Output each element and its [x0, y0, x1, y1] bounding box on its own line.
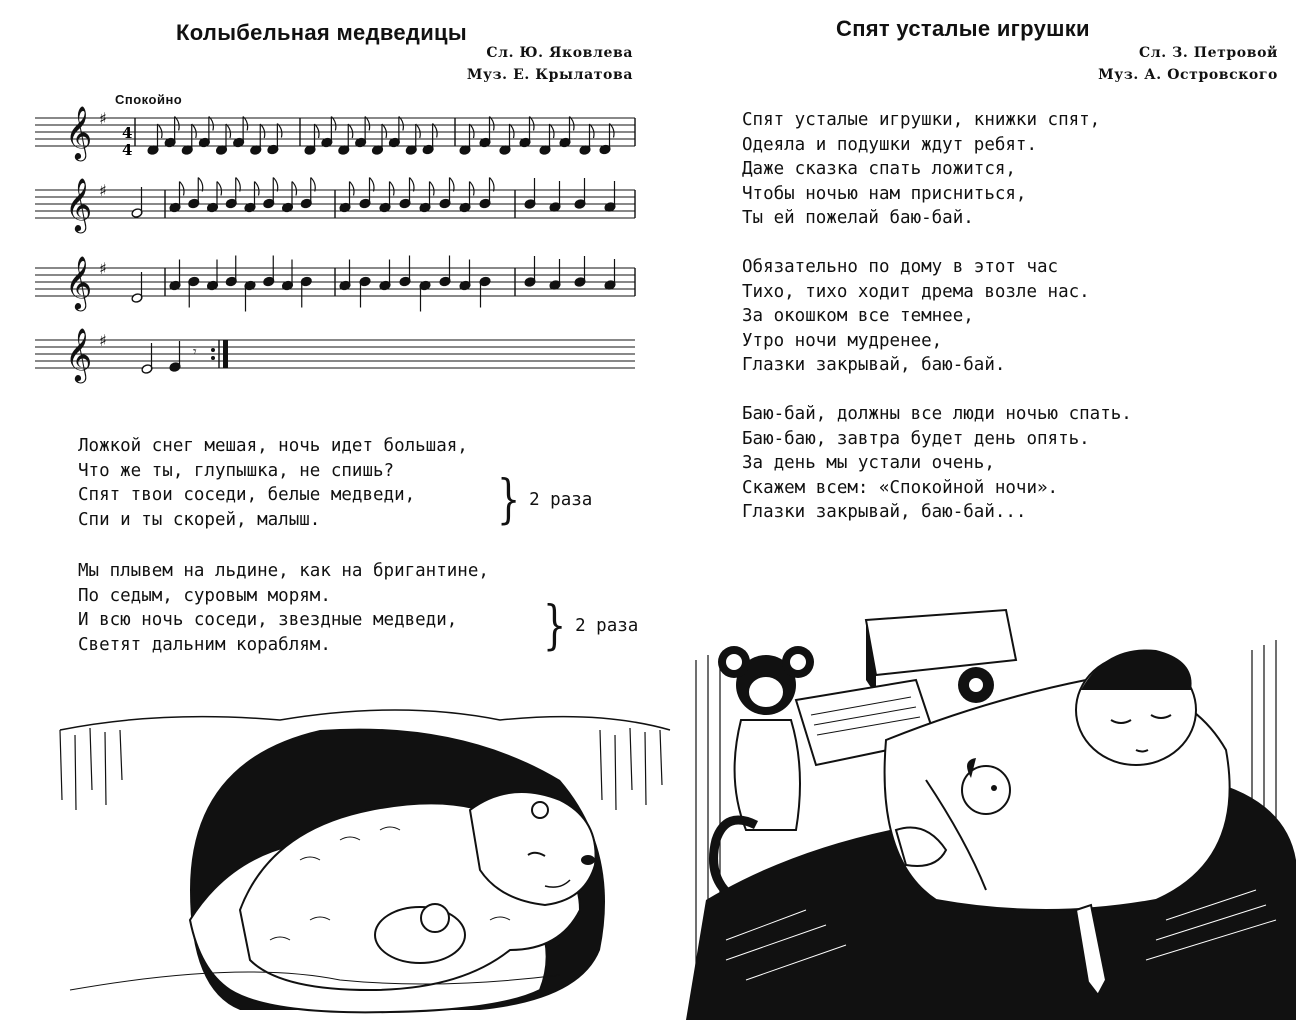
- lyric-line: Мы плывем на льдине, как на бригантине,: [78, 561, 489, 581]
- note-flag: [410, 178, 415, 192]
- note-flag: [292, 182, 297, 196]
- time-signature-bottom: 4: [122, 141, 133, 159]
- note-flag: [311, 178, 316, 192]
- lyric-line: Ты ей пожелай баю-бай.: [742, 208, 974, 228]
- left-song-lyrics-2: [78, 559, 489, 657]
- left-song-credits: [467, 42, 633, 86]
- note-flag: [226, 124, 231, 138]
- treble-clef-icon: 𝄞: [65, 255, 93, 309]
- sharp-icon: ♯: [99, 331, 107, 350]
- time-signature-top: 4: [122, 124, 133, 142]
- note-flag: [348, 124, 353, 138]
- note-flag: [610, 124, 615, 138]
- note-flag: [370, 178, 375, 192]
- sharp-icon: ♯: [99, 259, 107, 278]
- note-flag: [570, 117, 575, 131]
- note-flag: [450, 178, 455, 192]
- repeat-marker-2: [538, 596, 639, 656]
- final-bar-line: [223, 340, 228, 368]
- lyric-line: Ложкой снег мешая, ночь идет большая,: [78, 436, 468, 456]
- note-flag: [255, 182, 260, 196]
- note-flag: [470, 182, 475, 196]
- note-flag: [260, 124, 265, 138]
- repeat-dot: [211, 348, 215, 352]
- lyric-line: За окошком все темнее,: [742, 306, 974, 326]
- lyric-line: Глазки закрывай, баю-бай...: [742, 502, 1027, 522]
- sharp-icon: ♯: [99, 109, 107, 128]
- right-stanza-2: [742, 255, 1132, 378]
- note-flag: [236, 178, 241, 192]
- note-flag: [550, 124, 555, 138]
- repeat-label: 2 раза: [529, 490, 593, 510]
- note-flag: [315, 124, 320, 138]
- lyric-line: Тихо, тихо ходит дрема возле нас.: [742, 281, 1090, 302]
- sheet-music: [35, 100, 635, 420]
- illustration-sleeping-child: [686, 600, 1296, 1020]
- lyric-line: Скажем всем: «Спокойной ночи».: [742, 477, 1059, 498]
- sharp-icon: ♯: [99, 181, 107, 200]
- lyric-line: Глазки закрывай, баю-бай.: [742, 355, 1006, 375]
- note-flag: [490, 117, 495, 131]
- note-flag: [273, 178, 278, 192]
- note-flag: [416, 124, 421, 138]
- note-flag: [180, 182, 185, 196]
- note-flag: [365, 117, 370, 131]
- right-stanza-3: [742, 402, 1132, 525]
- lyric-line: Спят усталые игрушки, книжки спят,: [742, 110, 1101, 130]
- lyric-line: Что же ты, глупышка, не спишь?: [78, 460, 395, 481]
- lyric-line: Баю-бай, должны все люди ночью спать.: [742, 404, 1132, 424]
- tempo-marking: Спокойно: [115, 92, 183, 107]
- repeat-dot: [211, 356, 215, 360]
- left-song-lyricist: Сл. Ю. Яковлева: [486, 45, 633, 61]
- right-song-credits: [1098, 42, 1278, 86]
- note-flag: [382, 124, 387, 138]
- note-flag: [217, 182, 222, 196]
- note-flag: [510, 124, 515, 138]
- right-stanza-1: [742, 108, 1132, 231]
- note-flag: [430, 182, 435, 196]
- note-flag: [331, 117, 336, 131]
- treble-clef-icon: 𝄞: [65, 177, 93, 231]
- lyric-line: Баю-баю, завтра будет день опять.: [742, 428, 1090, 449]
- lyric-line: Спи и ты скорей, малыш.: [78, 509, 321, 530]
- repeat-marker-1: [492, 470, 593, 530]
- note-flag: [243, 117, 248, 131]
- illustration-polar-bear: [40, 690, 680, 1020]
- left-stanza-1: [78, 434, 468, 532]
- lyric-line: Светят дальним кораблям.: [78, 634, 331, 655]
- left-stanza-2: [78, 559, 489, 657]
- lyric-line: Утро ночи мудренее,: [742, 330, 943, 351]
- lyric-line: И всю ночь соседи, звездные медведи,: [78, 610, 458, 630]
- lyric-line: Одеяла и подушки ждут ребят.: [742, 134, 1038, 155]
- note-flag: [209, 117, 214, 131]
- note-flag: [350, 182, 355, 196]
- lyric-line: По седым, суровым морям.: [78, 585, 331, 606]
- right-song-lyrics: [742, 108, 1132, 525]
- brace-icon: }: [496, 470, 521, 530]
- note-flag: [490, 178, 495, 192]
- note-flag: [590, 124, 595, 138]
- left-song-title: Колыбельная медведицы: [176, 20, 467, 45]
- left-song-composer: Муз. Е. Крылатова: [466, 67, 633, 83]
- lyric-line: За день мы устали очень,: [742, 453, 995, 473]
- lyric-line: Обязательно по дому в этот час: [742, 257, 1059, 277]
- lyric-line: Спят твои соседи, белые медведи,: [78, 485, 416, 505]
- note-flag: [470, 124, 475, 138]
- treble-clef-icon: 𝄞: [65, 327, 93, 381]
- brace-icon: }: [542, 596, 567, 656]
- repeat-label: 2 раза: [575, 616, 639, 636]
- note-flag: [433, 124, 438, 138]
- right-song-composer: Муз. А. Островского: [1098, 67, 1278, 83]
- note-flag: [390, 182, 395, 196]
- note-flag: [158, 124, 163, 138]
- left-song-lyrics: [78, 434, 468, 532]
- note-flag: [530, 117, 535, 131]
- lyric-line: Чтобы ночью нам присниться,: [742, 183, 1027, 204]
- eighth-rest-icon: 𝄾: [193, 344, 197, 360]
- right-song-title: Спят усталые игрушки: [836, 16, 1090, 41]
- note-flag: [192, 124, 197, 138]
- note-flag: [399, 117, 404, 131]
- treble-clef-icon: 𝄞: [65, 105, 93, 159]
- note-flag: [175, 117, 180, 131]
- note-flag: [277, 124, 282, 138]
- note-flag: [198, 178, 203, 192]
- lyric-line: Даже сказка спать ложится,: [742, 159, 1016, 179]
- right-song-lyricist: Сл. З. Петровой: [1139, 45, 1278, 61]
